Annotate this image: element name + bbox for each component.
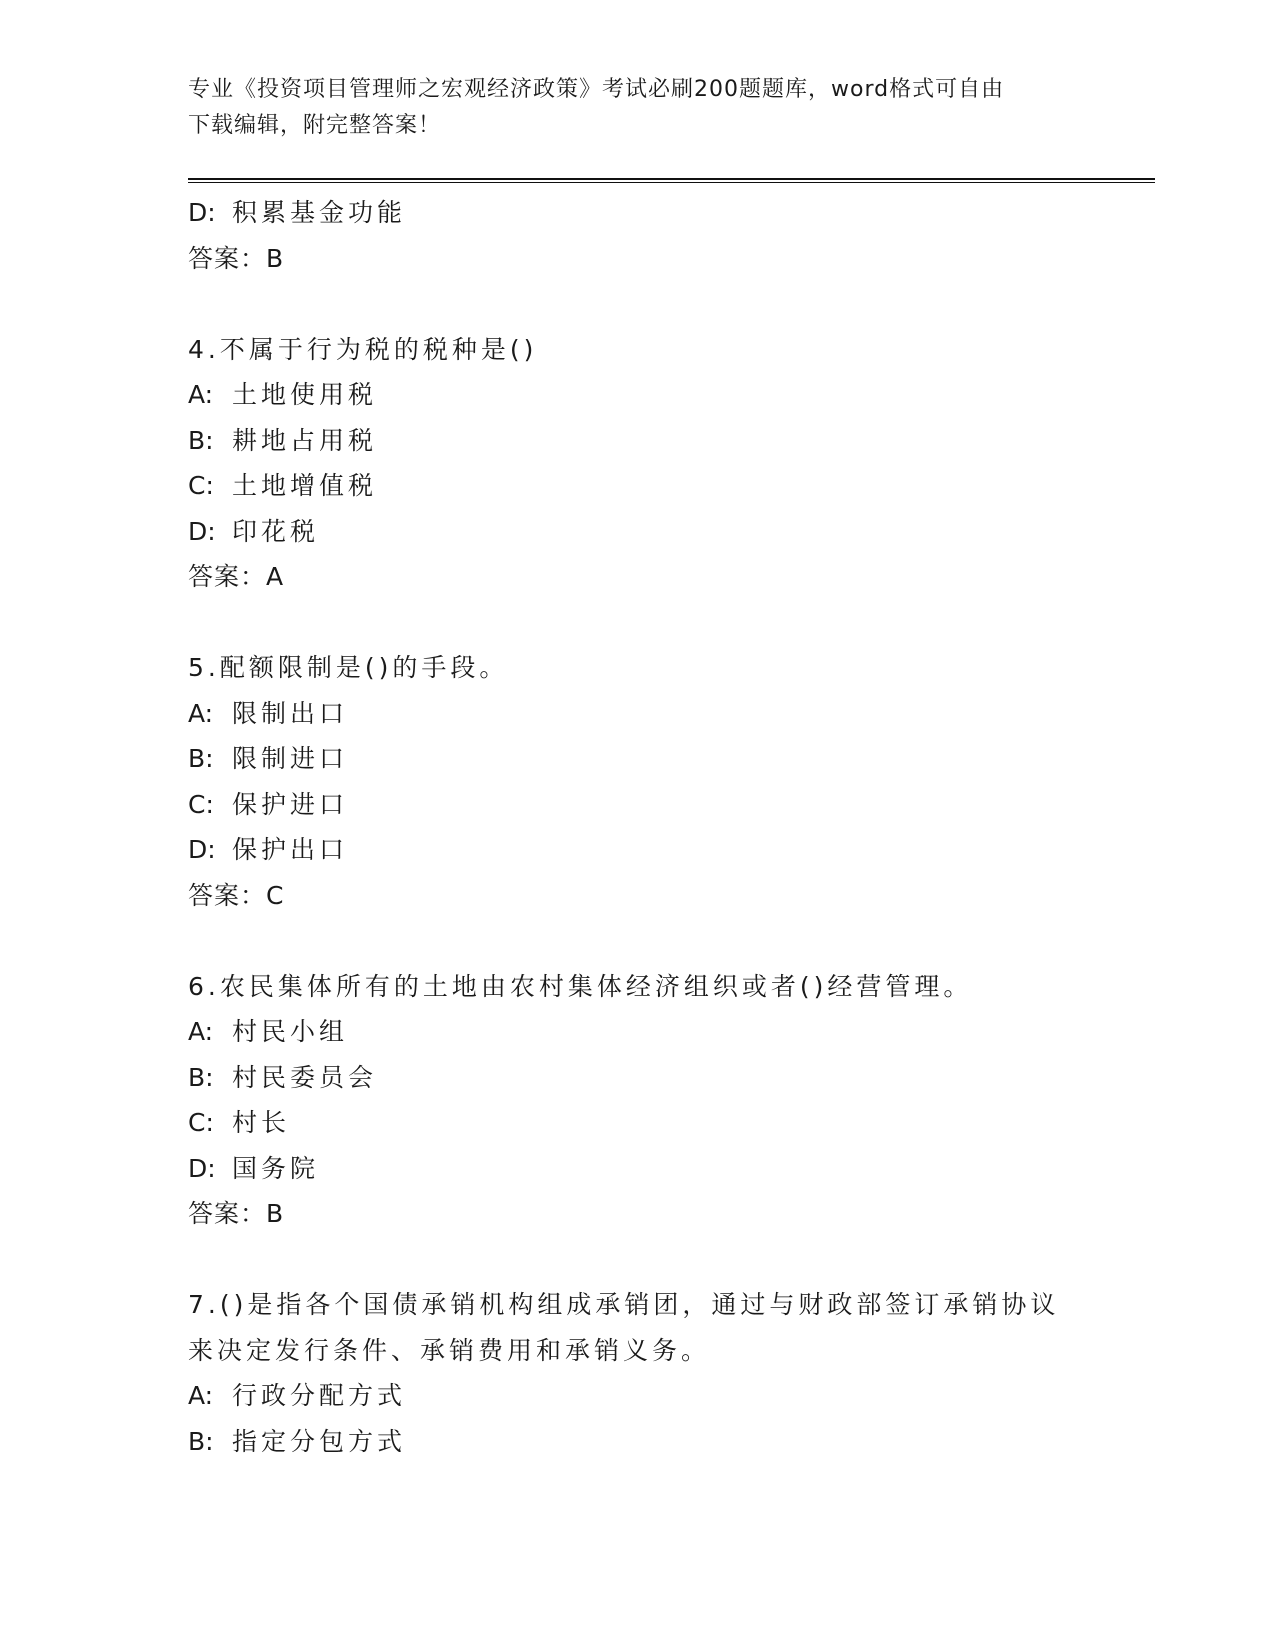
option-d: [188, 827, 1148, 873]
option-d: [188, 1146, 1148, 1192]
header-line-1: 专业《投资项目管理师之宏观经济政策》考试必刷200题题库，word格式可自由: [188, 77, 1005, 102]
option-text: 积累基金功能: [232, 198, 407, 227]
answer-line: 答案：C: [188, 880, 285, 910]
option-text: 指定分包方式: [232, 1426, 407, 1456]
option-text: 保护出口: [232, 835, 349, 864]
option-c: [188, 463, 1148, 509]
option-text: 土地增值税: [232, 471, 378, 500]
question-stem: 6.农民集体所有的土地由农村集体经济组织或者()经营管理。: [188, 971, 973, 1001]
option-letter: D:: [188, 835, 216, 864]
option-letter: A:: [188, 1017, 214, 1046]
option-text: 限制进口: [232, 744, 349, 773]
option-d: [188, 190, 1148, 236]
header-line-2: 下载编辑，附完整答案！: [188, 113, 442, 138]
option-letter: B:: [188, 1426, 214, 1456]
option-text: 行政分配方式: [232, 1381, 407, 1410]
question-stem-line-1: 7.()是指各个国债承销机构组成承销团，通过与财政部签订承销协议: [188, 1290, 1060, 1319]
answer-line: 答案：A: [188, 562, 285, 591]
question-stem: 4.不属于行为税的税种是(): [188, 334, 538, 364]
option-letter: A:: [188, 698, 214, 728]
option-letter: C:: [188, 789, 214, 819]
answer-line: 答案：B: [188, 243, 285, 273]
option-c: [188, 1100, 1148, 1146]
option-text: 限制出口: [232, 698, 349, 728]
answer-line: 答案：B: [188, 1199, 285, 1228]
option-b: [188, 418, 1148, 464]
option-letter: C:: [188, 471, 214, 500]
question-content: [188, 190, 1148, 1464]
option-a: [188, 691, 1148, 737]
option-b: [188, 1419, 1148, 1465]
option-text: 村民小组: [232, 1017, 349, 1046]
question-stem-line-2: 来决定发行条件、承销费用和承销义务。: [188, 1335, 711, 1365]
option-letter: B:: [188, 425, 214, 455]
option-text: 耕地占用税: [232, 425, 378, 455]
option-letter: D:: [188, 198, 216, 227]
option-text: 村民委员会: [232, 1062, 378, 1092]
option-a: [188, 1009, 1148, 1055]
option-text: 保护进口: [232, 789, 349, 819]
option-text: 村长: [232, 1108, 291, 1137]
option-text: 土地使用税: [232, 380, 378, 409]
option-letter: D:: [188, 1153, 216, 1183]
option-a: [188, 1373, 1148, 1419]
option-letter: A:: [188, 380, 214, 409]
option-letter: D:: [188, 516, 216, 546]
option-c: [188, 782, 1148, 828]
header-divider: [188, 178, 1155, 183]
option-letter: A:: [188, 1381, 214, 1410]
option-a: [188, 372, 1148, 418]
option-letter: C:: [188, 1108, 214, 1137]
option-text: 印花税: [232, 516, 320, 546]
option-b: [188, 736, 1148, 782]
option-letter: B:: [188, 1062, 214, 1092]
option-text: 国务院: [232, 1153, 320, 1183]
document-header: [188, 72, 1088, 144]
option-letter: B:: [188, 744, 214, 773]
option-b: [188, 1055, 1148, 1101]
option-d: [188, 509, 1148, 555]
question-stem: 5.配额限制是()的手段。: [188, 653, 509, 682]
